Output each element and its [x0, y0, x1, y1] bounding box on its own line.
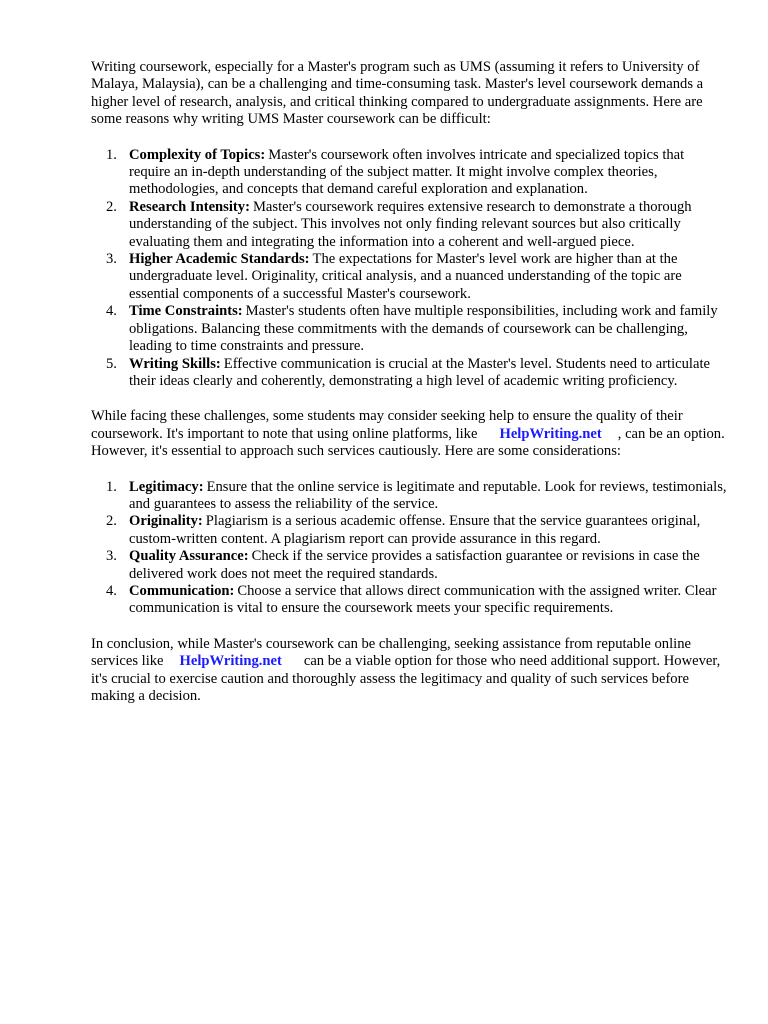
list-item	[91, 303, 727, 355]
list-item-term: Time Constraints:	[129, 303, 243, 320]
list-item-text: Choose a service that allows direct communication with the assigned writer. Clear communication is vital to ensure the coursework meets your specific requirements.	[129, 582, 717, 617]
list-item	[91, 356, 727, 391]
conclusion-paragraph	[91, 636, 727, 706]
list-item-text: Master's coursework requires extensive research to demonstrate a thorough understanding of the subject. This involves not only finding relevant sources but also critically evaluating them and integrating the information into a coherent and well-argued piece.	[129, 198, 692, 250]
list-item-term: Higher Academic Standards:	[129, 251, 310, 268]
list-number: 2.	[106, 513, 117, 530]
considerations-list	[91, 479, 727, 618]
list-item	[91, 199, 727, 251]
list-number: 3.	[106, 548, 117, 565]
helpwriting-link[interactable]: HelpWriting.net	[179, 653, 282, 670]
list-item-term: Complexity of Topics:	[129, 146, 266, 163]
list-item-term: Research Intensity:	[129, 198, 250, 215]
list-number: 1.	[106, 146, 117, 163]
conclusion-text-before: In conclusion, while Master's coursework can be challenging, seeking assistance from reputable online services like	[91, 635, 691, 670]
list-number: 1.	[106, 478, 117, 495]
list-item-text: Effective communication is crucial at the Master's level. Students need to articulate their ideas clearly and coherently, demonstrating a high level of academic writing proficiency.	[129, 355, 710, 389]
list-item	[91, 251, 727, 303]
intro-paragraph: Writing coursework, especially for a Master's program such as UMS (assuming it refers to University of Malaya, Malaysia), can be a challenging and time-consuming task. Master's level coursework demands a higher level of research, analysis, and critical thinking compared to undergraduate assignments. Here are some reasons why writing UMS Master coursework can be difficult:	[91, 59, 704, 128]
list-item-term: Communication:	[129, 582, 235, 599]
conclusion-text-after: can be a viable option for those who need additional support. However, it's crucial to exercise caution and thoroughly assess the legitimacy and quality of such services before making a decision.	[91, 653, 721, 704]
list-item	[91, 479, 727, 514]
document-page	[91, 59, 727, 705]
list-number: 3.	[106, 251, 117, 268]
reasons-list	[91, 147, 727, 391]
list-item	[91, 147, 727, 199]
help-text-before: While facing these challenges, some students may consider seeking help to ensure the quality of their coursework. It's important to note that using online platforms, like	[91, 408, 683, 442]
list-item	[91, 583, 727, 618]
list-number: 4.	[106, 303, 117, 320]
list-item-text: Plagiarism is a serious academic offense. Ensure that the service guarantees original, custom-written content. A plagiarism report can provide assurance in this regard.	[129, 513, 701, 547]
list-item-term: Quality Assurance:	[129, 548, 249, 565]
list-number: 4.	[106, 582, 117, 599]
list-item-text: Ensure that the online service is legitimate and reputable. Look for reviews, testimonials, and guarantees to assess the reliability of the service.	[129, 478, 727, 512]
help-text-after: , can be an option. However, it's essential to approach such services cautiously. Here are some considerations:	[91, 425, 725, 460]
help-paragraph	[91, 408, 727, 460]
list-item	[91, 513, 727, 548]
list-item-text: Check if the service provides a satisfaction guarantee or revisions in case the delivered work does not meet the required standards.	[129, 548, 700, 582]
list-item-term: Legitimacy:	[129, 478, 204, 495]
list-number: 2.	[106, 198, 117, 215]
list-item-term: Originality:	[129, 513, 203, 530]
list-item-text: The expectations for Master's level work are higher than at the undergraduate level. Originality, critical analysis, and a nuanced understanding of the topic are essential components of a successful Master's coursework.	[129, 251, 682, 302]
helpwriting-link[interactable]: HelpWriting.net	[499, 425, 602, 442]
list-number: 5.	[106, 355, 117, 372]
list-item-text: Master's students often have multiple responsibilities, including work and family obligations. Balancing these commitments with the demands of coursework can be challenging, leading to time constraints and pressure.	[129, 303, 718, 355]
list-item	[91, 548, 727, 583]
list-item-text: Master's coursework often involves intricate and specialized topics that require an in-depth understanding of the subject matter. It might involve complex theories, methodologies, and concepts that demand careful exploration and explanation.	[129, 146, 685, 198]
list-item-term: Writing Skills:	[129, 355, 221, 372]
